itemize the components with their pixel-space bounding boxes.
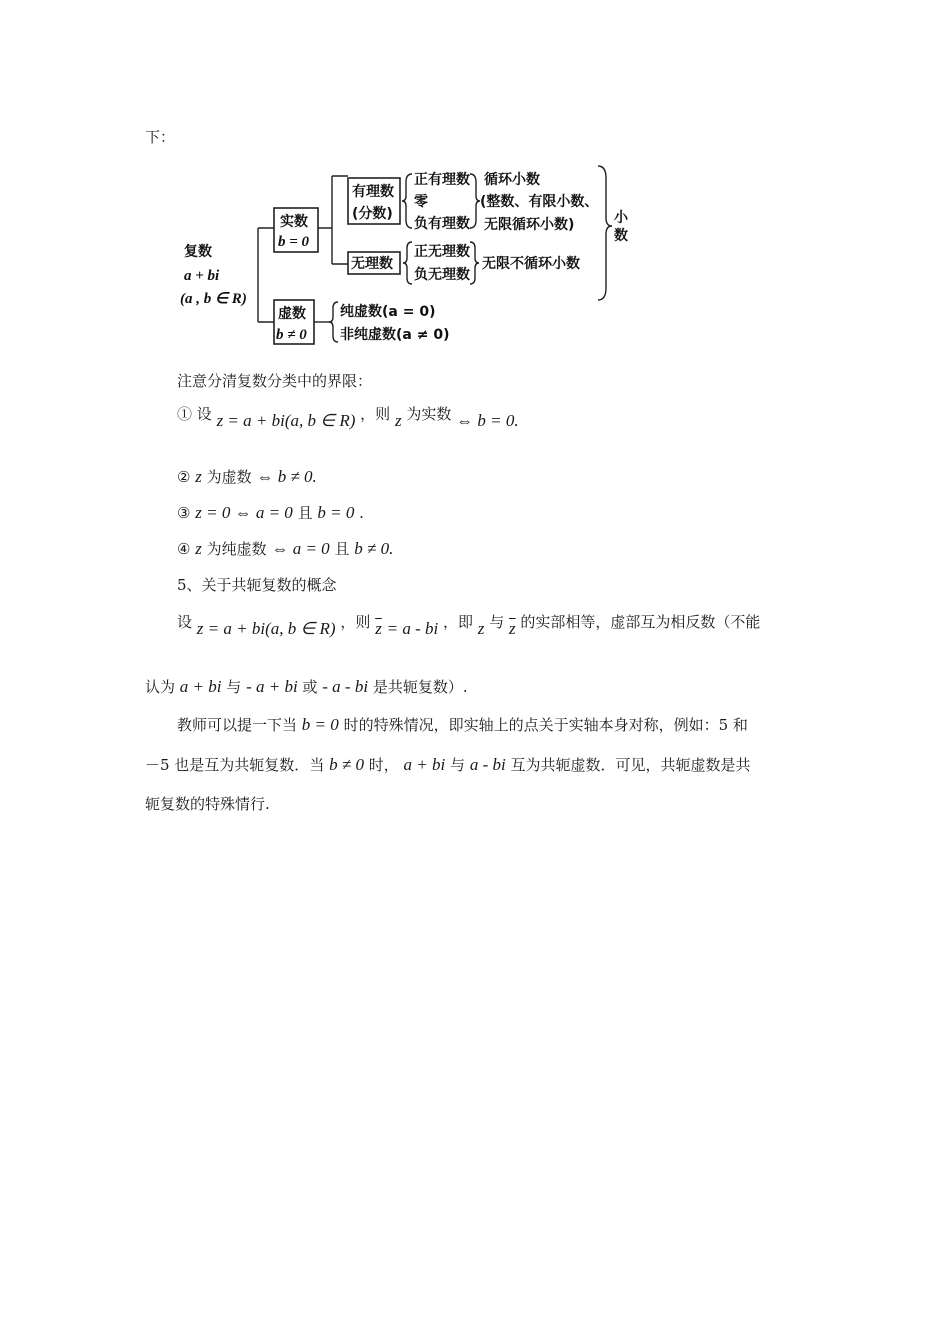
conj2-m1: a + bi <box>179 677 222 696</box>
conj2-t2: 或 <box>302 678 318 696</box>
real-label: 实数 <box>280 214 308 230</box>
irrational-close-brace <box>470 242 479 284</box>
real-condition: b = 0 <box>278 234 310 250</box>
imag-item-2: 非纯虚数(a ≠ 0) <box>340 327 450 343</box>
diagram-root-formula: a + bi <box>184 268 220 284</box>
item-1-mid: ，则 <box>360 405 391 423</box>
conj-formula-2: = a - bi <box>386 619 439 638</box>
diagram-root-label: 复数 <box>184 244 212 260</box>
teacher-l1-b: 时的特殊情况，即实轴上的点关于实轴本身对称，例如：5 和 <box>343 716 748 734</box>
item-2-num: ② <box>177 468 191 486</box>
item-3-condition: b = 0 <box>317 503 355 522</box>
conj-sep-2: ，即 <box>442 613 473 631</box>
item-3 <box>177 504 364 521</box>
teacher-l2-b: 时， <box>368 756 399 774</box>
conj-yu: 与 <box>489 613 505 631</box>
teacher-l2-m2: a + bi <box>403 755 446 774</box>
irrational-item-1: 正无理数 <box>414 244 470 260</box>
irrational-item-2: 负无理数 <box>414 267 470 283</box>
item-4-text: 为纯虚数 <box>206 540 267 558</box>
item-2-z: z <box>195 467 202 486</box>
rational-result-2: (整数、有限小数、 <box>480 194 599 210</box>
item-4-z: z <box>195 539 202 558</box>
item-2-text: 为虚数 <box>206 468 252 486</box>
conj2-t1: 与 <box>226 678 242 696</box>
item-1-formula: z = a + bi(a, b ∈ R) <box>216 411 356 430</box>
real-bracket <box>318 176 348 264</box>
rational-sub: (分数) <box>352 206 393 222</box>
imag-label: 虚数 <box>278 306 306 322</box>
note-paragraph: 注意分清复数分类中的界限： <box>177 372 373 390</box>
conj-z: z <box>477 619 485 638</box>
teacher-l2-d: 互为共轭虚数．可见，共轭虚数是共 <box>510 756 751 774</box>
rational-result-1: 循环小数 <box>484 172 540 188</box>
item-1 <box>177 405 519 430</box>
conj-formula-1: z = a + bi(a, b ∈ R) <box>196 619 336 638</box>
conj-zbar-2: $\overline{z}$ <box>508 619 516 638</box>
conj2-lead: 认为 <box>145 678 176 696</box>
decimal-label-1: 小 <box>614 210 628 226</box>
diagram-root-condition: (a , b ∈ R) <box>180 291 247 307</box>
teacher-line-1 <box>177 716 748 733</box>
complex-number-classification-diagram <box>150 160 630 355</box>
conj-tail: 的实部相等，虚部互为相反数（不能 <box>520 613 761 631</box>
item-2-condition: ⇔ b ≠ 0. <box>256 467 317 486</box>
teacher-l2-a: －5 也是互为共轭复数．当 <box>145 756 325 774</box>
teacher-l2-c: 与 <box>450 756 466 774</box>
imag-condition: b ≠ 0 <box>276 327 307 343</box>
rational-close-brace <box>470 174 480 228</box>
teacher-line-3: 轭复数的特殊情行. <box>145 795 270 813</box>
irrational-brace <box>403 242 412 284</box>
item-1-z: z <box>394 411 402 430</box>
decimal-label-2: 数 <box>614 228 628 244</box>
intro-colon: 下： <box>145 128 176 146</box>
decimal-brace <box>598 166 612 300</box>
conj-zbar: $\overline{z}$ <box>375 619 382 638</box>
item-1-condition: ⇔ b = 0. <box>456 411 519 430</box>
item-3-end: . <box>359 504 364 522</box>
item-4-num: ④ <box>177 540 191 558</box>
teacher-l2-m1: b ≠ 0 <box>329 755 364 774</box>
root-bracket <box>258 228 274 322</box>
conj2-m2: - a + bi <box>246 677 298 696</box>
rational-label: 有理数 <box>352 184 394 200</box>
conj-definition-line-2 <box>145 678 468 695</box>
conj-lead: 设 <box>177 613 193 631</box>
rational-item-3: 负有理数 <box>414 216 470 232</box>
rational-brace <box>402 174 412 228</box>
item-4-mid: 且 <box>334 540 350 558</box>
imag-brace <box>329 302 338 342</box>
rational-result-3: 无限循环小数) <box>484 217 575 233</box>
section-5-heading: 5、关于共轭复数的概念 <box>177 576 337 594</box>
rational-item-2: 零 <box>414 194 428 210</box>
item-4-formula: ⇔ a = 0 <box>271 539 330 558</box>
irrational-label: 无理数 <box>351 256 393 272</box>
imag-item-1: 纯虚数(a = 0) <box>340 304 436 320</box>
conj-sep-1: ，则 <box>340 613 371 631</box>
item-1-text: 为实数 <box>406 405 452 423</box>
conj-definition-line-1 <box>177 613 761 638</box>
teacher-l1-a: 教师可以提一下当 <box>177 716 298 734</box>
item-2 <box>177 468 317 485</box>
teacher-line-2 <box>145 756 751 773</box>
teacher-l1-math: b = 0 <box>301 715 339 734</box>
irrational-result: 无限不循环小数 <box>482 256 580 272</box>
teacher-l2-m3: a - bi <box>469 755 506 774</box>
item-4-condition: b ≠ 0. <box>354 539 394 558</box>
item-3-num: ③ <box>177 504 191 522</box>
item-4 <box>177 540 393 557</box>
conj2-t3: 是共轭复数）. <box>372 678 468 696</box>
item-1-num: ① 设 <box>177 405 212 423</box>
conj2-m3: - a - bi <box>322 677 369 696</box>
item-3-mid: 且 <box>297 504 313 522</box>
rational-item-1: 正有理数 <box>414 172 470 188</box>
item-3-formula: z = 0 ⇔ a = 0 <box>195 503 293 522</box>
